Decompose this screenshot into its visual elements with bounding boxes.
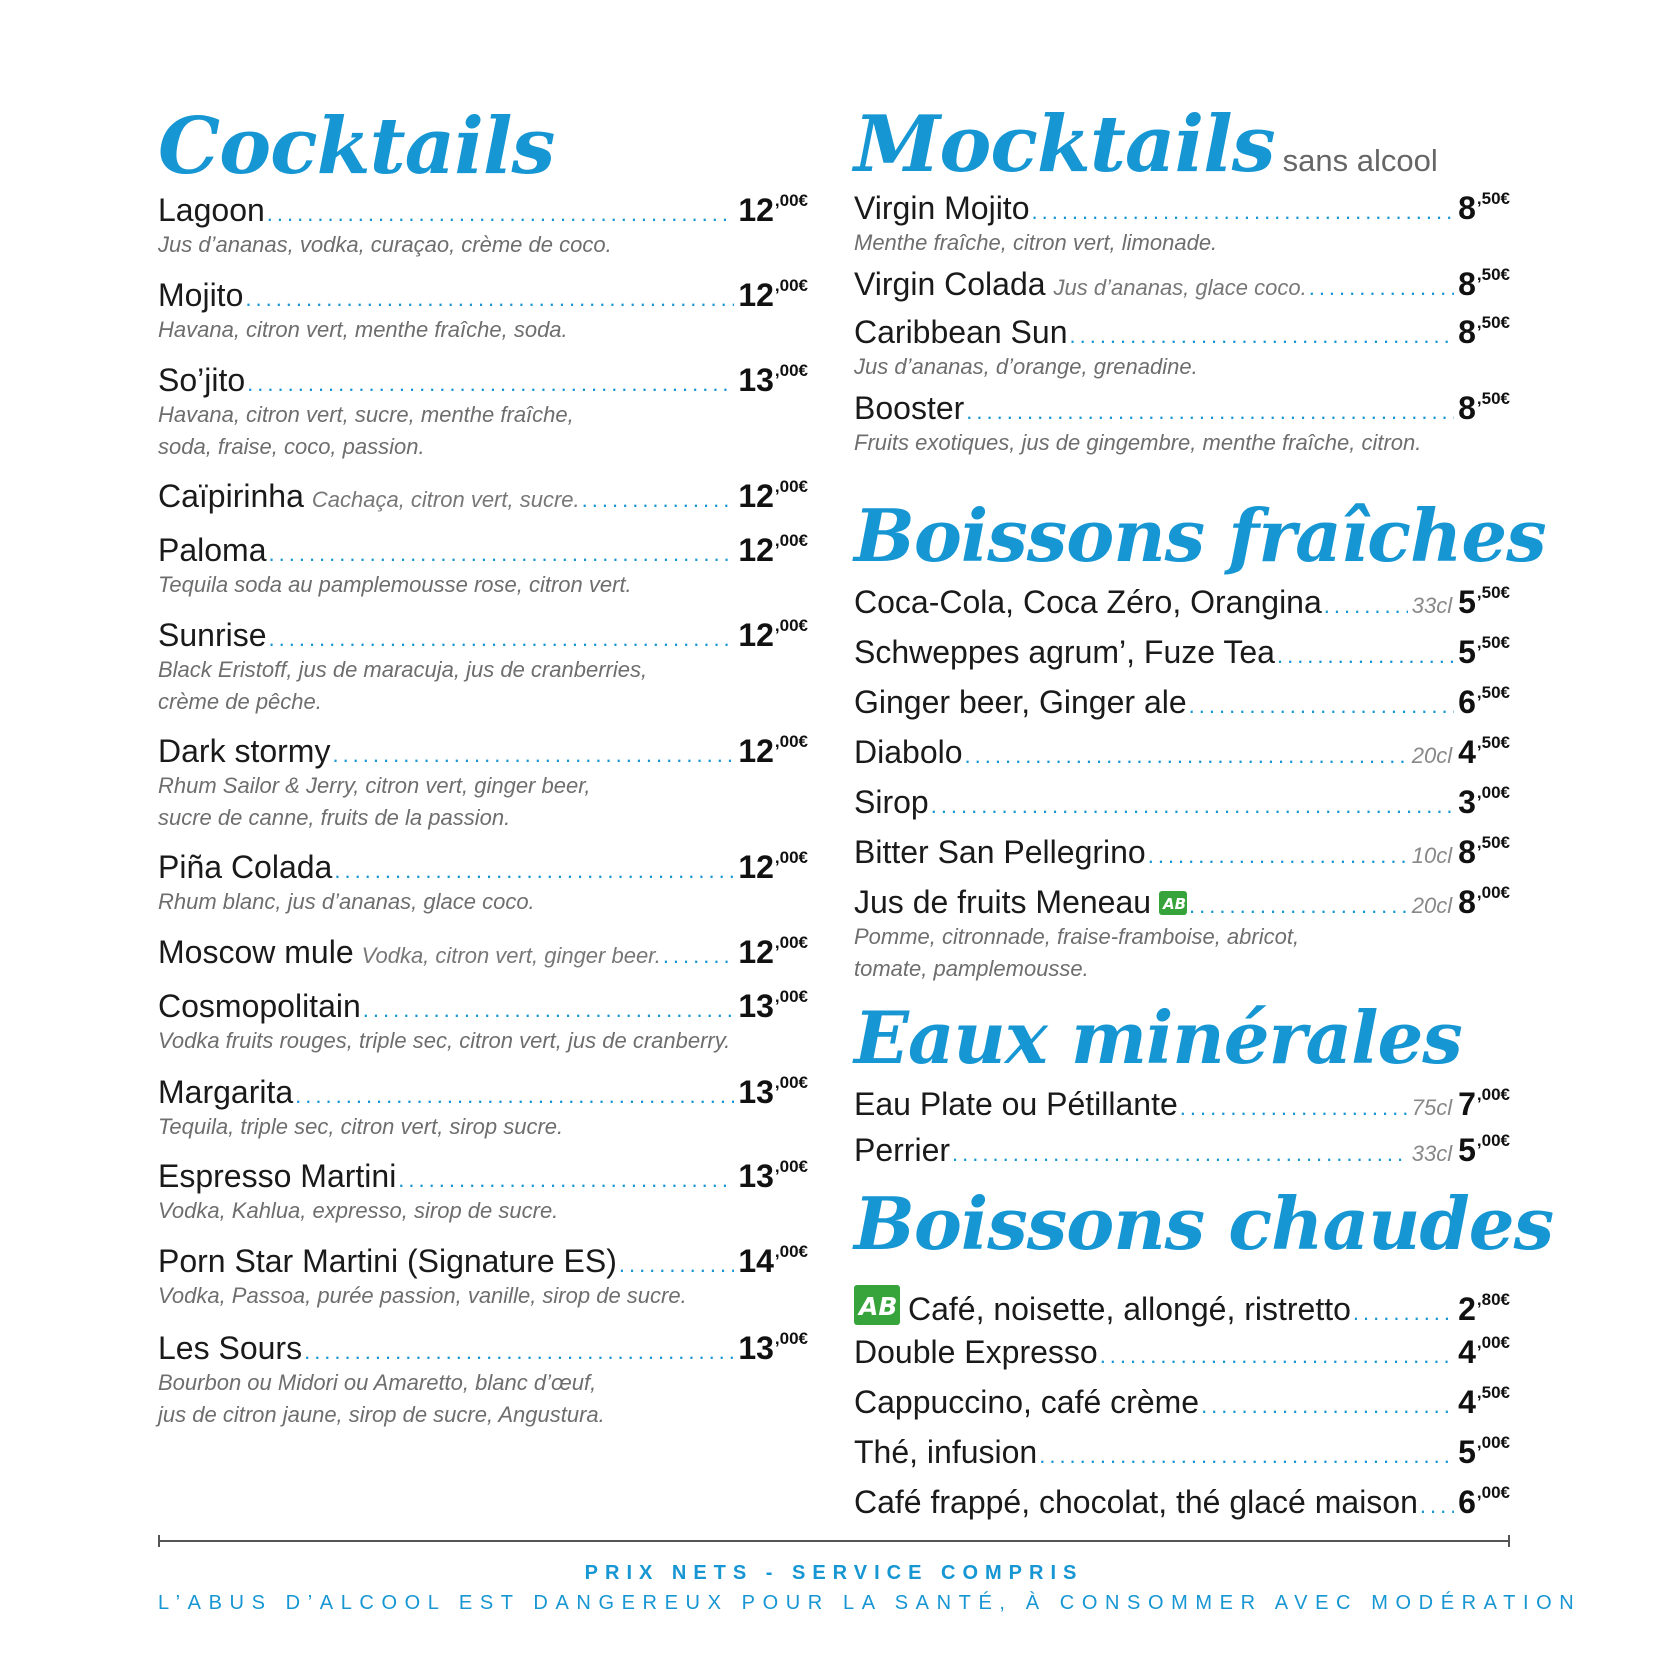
dot-leader — [245, 286, 734, 312]
item-description: Rhum Sailor & Jerry, citron vert, ginger beer, — [158, 773, 591, 798]
item-name: Perrier — [854, 1132, 951, 1168]
item-name: Porn Star Martini (Signature ES) — [158, 1243, 617, 1279]
mocktails-subtitle: sans alcool — [1282, 143, 1438, 178]
item-price: $12^{,00€}$ — [738, 616, 808, 653]
item-price: $12^{,00€}$ — [738, 276, 808, 313]
item-price: $14^{,00€}$ — [738, 1242, 808, 1279]
item-description: Vodka, Kahlua, expresso, sirop de sucre. — [158, 1198, 559, 1223]
item-description: Black Eristoff, jus de maracuja, jus de cranberries, — [158, 657, 648, 682]
item-description: Tequila soda au pamplemousse rose, citron vert. — [158, 572, 632, 597]
item-name: Ginger beer, Ginger ale — [854, 684, 1187, 720]
item-price: $8^{,50€}$ — [1458, 389, 1510, 426]
menu-item — [854, 266, 1510, 303]
item-name: Sunrise — [158, 617, 267, 653]
item-price: $7^{,00€}$ — [1458, 1085, 1510, 1122]
item-description: crème de pêche. — [158, 689, 322, 714]
item-name: Mojito — [158, 277, 244, 313]
item-name: So’jito — [158, 362, 246, 398]
item-volume: 20cl — [1411, 743, 1453, 768]
menu-item — [854, 1086, 1510, 1123]
menu-item — [854, 1384, 1510, 1421]
ab-organic-icon — [854, 1285, 900, 1325]
menu-item — [158, 362, 808, 463]
item-price: $8^{,50€}$ — [1458, 833, 1510, 870]
item-price: $5^{,50€}$ — [1458, 633, 1510, 670]
dot-leader — [267, 201, 735, 227]
item-description: Jus d’ananas, vodka, curaçao, crème de coco. — [158, 232, 612, 257]
item-price: $12^{,00€}$ — [738, 732, 808, 769]
item-description: Vodka, Passoa, purée passion, vanille, sirop de sucre. — [158, 1283, 687, 1308]
item-price: $5^{,00€}$ — [1458, 1131, 1510, 1168]
item-name: Caïpirinha — [158, 478, 304, 514]
item-price: $6^{,50€}$ — [1458, 683, 1510, 720]
item-price: $6^{,00€}$ — [1458, 1483, 1510, 1520]
dot-leader — [304, 1339, 734, 1365]
item-price: $13^{,00€}$ — [738, 1329, 808, 1366]
item-price: $5^{,00€}$ — [1458, 1433, 1510, 1470]
item-name: Coca-Cola, Coca Zéro, Orangina — [854, 584, 1322, 620]
menu-item — [158, 1243, 808, 1312]
item-price: $13^{,00€}$ — [738, 1073, 808, 1110]
item-description: sucre de canne, fruits de la passion. — [158, 805, 511, 830]
item-description: Jus d’ananas, glace coco. — [1053, 275, 1307, 300]
item-name: Café, noisette, allongé, ristretto — [908, 1291, 1351, 1327]
dot-leader — [363, 997, 735, 1023]
footer-alcohol-warning: L’ABUS D’ALCOOL EST DANGEREUX POUR LA SANTÉ, À CONSOMMER AVEC MODÉRATION — [158, 1592, 1582, 1614]
item-name: Espresso Martini — [158, 1158, 397, 1194]
dot-leader — [1069, 323, 1454, 349]
menu-item — [854, 734, 1510, 771]
eaux-title: Eaux minérales — [854, 995, 1462, 1080]
menu-item — [854, 314, 1510, 383]
item-name: Les Sours — [158, 1330, 303, 1366]
item-name: Café frappé, chocolat, thé glacé maison — [854, 1484, 1418, 1520]
menu-item — [854, 390, 1510, 459]
dot-leader — [1277, 643, 1454, 669]
item-price: $4^{,50€}$ — [1458, 733, 1510, 770]
item-price: $8^{,50€}$ — [1458, 189, 1510, 226]
item-name: Eau Plate ou Pétillante — [854, 1086, 1178, 1122]
dot-leader — [398, 1167, 734, 1193]
mocktails-title: Mocktails sans alcool — [854, 99, 1438, 190]
item-description: Tequila, triple sec, citron vert, sirop sucre. — [158, 1114, 564, 1139]
menu-item — [158, 1330, 808, 1431]
dot-leader — [1031, 199, 1454, 225]
footer-prices-note: PRIX NETS - SERVICE COMPRIS — [584, 1562, 1084, 1584]
dot-leader — [1189, 893, 1408, 919]
item-name: Jus de fruits Meneau — [854, 884, 1152, 920]
svg-text:AB: AB — [859, 1292, 898, 1321]
dot-leader — [663, 943, 735, 969]
menu-item — [854, 634, 1510, 671]
menu-item — [854, 784, 1510, 821]
dot-leader — [1189, 693, 1454, 719]
dot-leader — [269, 626, 735, 652]
item-price: $2^{,80€}$ — [1458, 1290, 1510, 1327]
item-description: Vodka fruits rouges, triple sec, citron vert, jus de cranberry. — [158, 1028, 731, 1053]
menu-item — [854, 684, 1510, 721]
item-name: Paloma — [158, 532, 267, 568]
dot-leader — [1420, 1493, 1454, 1519]
menu-item — [158, 617, 808, 718]
menu-item — [158, 192, 808, 261]
chaudes-title: Boissons chaudes — [854, 1181, 1554, 1266]
menu-item — [158, 1074, 808, 1143]
dot-leader — [247, 371, 734, 397]
menu-item — [158, 277, 808, 346]
fraiches-title: Boissons fraîches — [854, 493, 1546, 578]
item-description: Havana, citron vert, sucre, menthe fraîche, — [158, 402, 574, 427]
footer-divider — [158, 1540, 1510, 1542]
item-description: Bourbon ou Midori ou Amaretto, blanc d’œuf, — [158, 1370, 597, 1395]
menu-item — [158, 849, 808, 918]
item-description: Cachaça, citron vert, sucre. — [311, 487, 580, 512]
item-description: Fruits exotiques, jus de gingembre, menthe fraîche, citron. — [854, 430, 1422, 455]
dot-leader — [1100, 1343, 1454, 1369]
item-description: tomate, pamplemousse. — [854, 956, 1089, 981]
dot-leader — [295, 1083, 734, 1109]
dot-leader — [965, 743, 1408, 769]
svg-text:AB: AB — [1163, 895, 1187, 913]
menu-item — [158, 733, 808, 834]
dot-leader — [931, 793, 1454, 819]
menu-item — [158, 478, 808, 515]
menu-item — [158, 934, 808, 971]
dot-leader — [1353, 1300, 1454, 1326]
item-price: $12^{,00€}$ — [738, 848, 808, 885]
item-name: Caribbean Sun — [854, 314, 1068, 350]
dot-leader — [269, 541, 735, 567]
dot-leader — [1324, 593, 1408, 619]
item-name: Bitter San Pellegrino — [854, 834, 1146, 870]
ab-organic-icon — [1159, 891, 1187, 915]
item-price: $12^{,00€}$ — [738, 191, 808, 228]
item-price: $8^{,50€}$ — [1458, 265, 1510, 302]
menu-item — [854, 1280, 1510, 1328]
menu-item — [854, 584, 1510, 621]
item-volume: 20cl — [1411, 893, 1453, 918]
item-price: $12^{,00€}$ — [738, 933, 808, 970]
item-name: Cappuccino, café crème — [854, 1384, 1200, 1420]
item-name: Virgin Colada — [854, 266, 1046, 302]
dot-leader — [582, 487, 735, 513]
menu-item — [158, 1158, 808, 1227]
dot-leader — [1180, 1095, 1408, 1121]
menu-item — [854, 884, 1510, 985]
menu-item — [158, 988, 808, 1057]
item-name: Lagoon — [158, 192, 265, 228]
item-volume: 75cl — [1411, 1095, 1453, 1120]
dot-leader — [1201, 1393, 1454, 1419]
item-volume: 33cl — [1411, 1141, 1453, 1166]
item-description: Havana, citron vert, menthe fraîche, soda. — [158, 317, 568, 342]
dot-leader — [1039, 1443, 1454, 1469]
item-name: Diabolo — [854, 734, 963, 770]
item-price: $13^{,00€}$ — [738, 361, 808, 398]
item-name: Cosmopolitain — [158, 988, 361, 1024]
item-price: $4^{,00€}$ — [1458, 1333, 1510, 1370]
item-name: Piña Colada — [158, 849, 333, 885]
item-description: Pomme, citronnade, fraise-framboise, abricot, — [854, 924, 1300, 949]
item-volume: 10cl — [1411, 843, 1453, 868]
dot-leader — [1148, 843, 1408, 869]
item-description: Menthe fraîche, citron vert, limonade. — [854, 230, 1218, 255]
menu-item — [854, 1334, 1510, 1371]
menu-item — [854, 1434, 1510, 1471]
dot-leader — [332, 742, 734, 768]
item-name: Double Expresso — [854, 1334, 1098, 1370]
item-price: $13^{,00€}$ — [738, 987, 808, 1024]
menu-item — [854, 1132, 1510, 1169]
item-name: Dark stormy — [158, 733, 331, 769]
item-description: soda, fraise, coco, passion. — [158, 434, 425, 459]
item-price: $4^{,50€}$ — [1458, 1383, 1510, 1420]
dot-leader — [619, 1252, 734, 1278]
item-description: Jus d’ananas, d’orange, grenadine. — [854, 354, 1198, 379]
item-price: $12^{,00€}$ — [738, 477, 808, 514]
item-name: Virgin Mojito — [854, 190, 1030, 226]
dot-leader — [952, 1141, 1408, 1167]
item-price: $8^{,00€}$ — [1458, 883, 1510, 920]
item-description: Vodka, citron vert, ginger beer. — [361, 943, 661, 968]
item-description: Rhum blanc, jus d’ananas, glace coco. — [158, 889, 535, 914]
menu-item — [854, 834, 1510, 871]
menu-item — [854, 190, 1510, 259]
item-name: Schweppes agrum’, Fuze Tea — [854, 634, 1275, 670]
item-volume: 33cl — [1411, 593, 1453, 618]
item-name: Booster — [854, 390, 965, 426]
menu-item — [854, 1484, 1510, 1521]
item-price: $13^{,00€}$ — [738, 1157, 808, 1194]
dot-leader — [966, 399, 1454, 425]
item-name: Margarita — [158, 1074, 294, 1110]
item-name: Moscow mule — [158, 934, 354, 970]
dot-leader — [334, 858, 734, 884]
cocktails-title: Cocktails — [158, 101, 555, 192]
menu-item — [158, 532, 808, 601]
item-name: Thé, infusion — [854, 1434, 1038, 1470]
item-price: $3^{,00€}$ — [1458, 783, 1510, 820]
item-name: Sirop — [854, 784, 929, 820]
item-price: $5^{,50€}$ — [1458, 583, 1510, 620]
dot-leader — [1309, 275, 1454, 301]
item-price: $12^{,00€}$ — [738, 531, 808, 568]
item-price: $8^{,50€}$ — [1458, 313, 1510, 350]
item-description: jus de citron jaune, sirop de sucre, Angustura. — [158, 1402, 605, 1427]
